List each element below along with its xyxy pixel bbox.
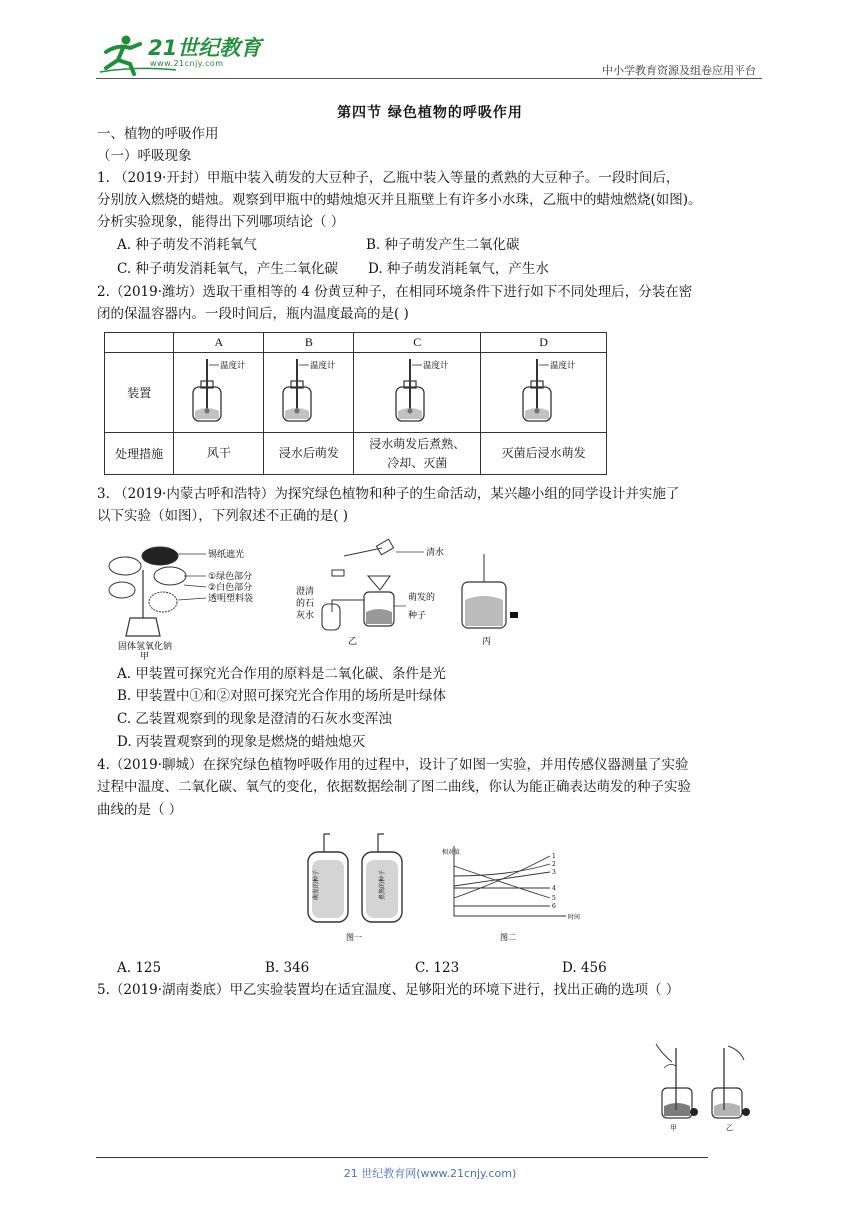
q3-option-b: B. 甲装置中①和②对照可探究光合作用的场所是叶绿体 — [117, 688, 447, 704]
curve-label-1: 1 — [552, 853, 556, 860]
q2-line2: 闭的保温容器内。一段时间后，瓶内温度最高的是( ) — [97, 306, 409, 322]
q1-option-c: C. 种子萌发消耗氧气，产生二氧化碳 — [117, 261, 338, 277]
q3-option-d: D. 丙装置观察到的现象是燃烧的蜡烛熄灭 — [117, 734, 366, 750]
q4-option-b: B. 346 — [265, 960, 310, 976]
label-seeds-1: 萌发的 — [408, 593, 436, 603]
label-limewater-3: 灰水 — [296, 611, 315, 621]
thermometer-jar-icon — [265, 353, 353, 429]
label-green: ①绿色部分 — [208, 572, 253, 582]
thermo-label: 温度计 — [219, 361, 246, 371]
curve-label-5: 5 — [552, 895, 556, 902]
table-header-d: D — [481, 333, 607, 353]
page-footer: 21 世纪教育网(www.21cnjy.com) — [343, 1167, 517, 1180]
fig1-caption: 图一 — [346, 933, 362, 942]
thermo-label: 温度计 — [309, 361, 336, 371]
table-row-label-treatment: 处理措施 — [105, 433, 174, 475]
curve-1 — [454, 856, 550, 898]
thermo-label: 温度计 — [423, 361, 449, 371]
page-header — [96, 28, 760, 80]
curve-label-6: 6 — [552, 903, 556, 910]
page-title: 第四节 绿色植物的呼吸作用 — [337, 105, 523, 121]
q5-line1: 5.（2019·湖南娄底）甲乙实验装置均在适宜温度、足够阳光的环境下进行，找出正确的选项（ ） — [97, 982, 680, 998]
q4-option-d: D. 456 — [562, 960, 607, 976]
thermometer-jar-icon — [362, 353, 472, 429]
treatment-c-line2: 冷却、灭菌 — [387, 455, 448, 470]
q4-line1: 4.（2019·聊城）在探究绿色植物呼吸作用的过程中，设计了如图一实验，并用传感仪器测量了实验 — [97, 757, 689, 773]
curve-label-4: 4 — [552, 885, 556, 892]
q3-figure — [100, 540, 520, 662]
table-header-c: C — [354, 333, 481, 353]
q4-line2: 过程中温度、二氧化碳、氧气的变化，依据数据绘制了图二曲线，你认为能正确表达萌发的种子实验 — [97, 779, 691, 795]
label-seeds-2: 种子 — [408, 611, 427, 621]
fig2-x-label: 时间 — [568, 914, 581, 921]
curve-label-3: 3 — [552, 869, 556, 876]
q4-line3: 曲线的是（ ） — [97, 802, 183, 818]
label-jia: 甲 — [140, 652, 150, 662]
fig2-caption: 图二 — [500, 933, 516, 942]
device-a — [174, 353, 264, 433]
q3-option-c: C. 乙装置观察到的现象是澄清的石灰水变浑浊 — [117, 711, 392, 727]
label-limewater-1: 澄清 — [296, 587, 315, 597]
q1-option-a: A. 种子萌发不消耗氧气 — [117, 237, 257, 253]
treatment-b: 浸水后萌发 — [264, 433, 354, 475]
q1-line1: 1. （2019·开封）甲瓶中装入萌发的大豆种子，乙瓶中装入等量的煮熟的大豆种子。一段时间后， — [97, 170, 680, 186]
q3-option-a: A. 甲装置可探究光合作用的原料是二氧化碳、条件是光 — [117, 666, 446, 682]
label-limewater-2: 的石 — [296, 599, 315, 609]
table-row-label-device: 装置 — [105, 353, 174, 433]
fig1-left-label: 萌发的种子 — [313, 869, 320, 900]
label-foil: 锡纸遮光 — [208, 550, 245, 560]
label-yi: 乙 — [348, 637, 358, 647]
table-header-a: A — [174, 333, 264, 353]
treatment-d: 灭菌后浸水萌发 — [481, 433, 607, 475]
q1-option-b: B. 种子萌发产生二氧化碳 — [366, 237, 520, 253]
fig2-y-label: 相对值 — [442, 849, 461, 856]
fig1-right-label: 煮熟的种子 — [379, 869, 386, 900]
thermometer-jar-icon — [489, 353, 599, 429]
fig-jia-label: 甲 — [670, 1124, 677, 1132]
thermometer-jar-icon — [175, 353, 263, 429]
q1-line3: 分析实验现象，能得出下列哪项结论（ ） — [97, 214, 345, 230]
label-bing: 丙 — [482, 637, 492, 647]
q1-line2: 分别放入燃烧的蜡烛。观察到甲瓶中的蜡烛熄灭并且瓶壁上有许多小水珠，乙瓶中的蜡烛燃烧(如图)。 — [97, 192, 702, 208]
subsection-heading: （一）呼吸现象 — [97, 148, 192, 164]
label-bag: 透明塑料袋 — [208, 594, 254, 604]
curve-3 — [454, 872, 550, 886]
logo-url: www.21cnjy.com — [150, 59, 224, 68]
q3-line1: 3. （2019·内蒙古呼和浩特）为探究绿色植物和种子的生命活动，某兴趣小组的同学设计并实施了 — [97, 486, 680, 502]
device-b — [264, 353, 354, 433]
fig-yi-label: 乙 — [726, 1124, 733, 1132]
label-naoh: 固体氢氧化钠 — [118, 642, 173, 652]
q2-table — [104, 332, 607, 475]
q1-option-d: D. 种子萌发消耗氧气，产生水 — [368, 261, 549, 277]
treatment-a: 风干 — [174, 433, 264, 475]
treatment-c-line1: 浸水萌发后煮熟、 — [369, 436, 466, 451]
platform-name: 中小学教育资源及组卷应用平台 — [602, 64, 756, 77]
q2-line1: 2.（2019·潍坊）选取干重相等的 4 份黄豆种子，在相同环境条件下进行如下不同处理后，分装在密 — [97, 284, 693, 300]
label-water: 清水 — [426, 548, 445, 558]
q4-figure-1 — [300, 830, 420, 945]
treatment-c — [354, 433, 481, 475]
device-d — [481, 353, 607, 433]
footer-divider — [96, 1157, 708, 1158]
q4-option-a: A. 125 — [117, 960, 162, 976]
curve-label-2: 2 — [552, 861, 556, 868]
label-white: ②白色部分 — [208, 583, 253, 593]
section-heading: 一、植物的呼吸作用 — [97, 126, 219, 142]
logo-text: 21世纪教育 — [148, 36, 262, 60]
q4-option-c: C. 123 — [415, 960, 460, 976]
header-divider — [96, 78, 762, 79]
table-corner — [105, 333, 174, 353]
table-header-b: B — [264, 333, 354, 353]
thermo-label: 温度计 — [549, 361, 576, 371]
q4-figure-2 — [440, 842, 590, 946]
q5-figure — [650, 1040, 760, 1134]
device-c — [354, 353, 481, 433]
q3-line2: 以下实验（如图），下列叙述不正确的是( ) — [97, 508, 349, 524]
